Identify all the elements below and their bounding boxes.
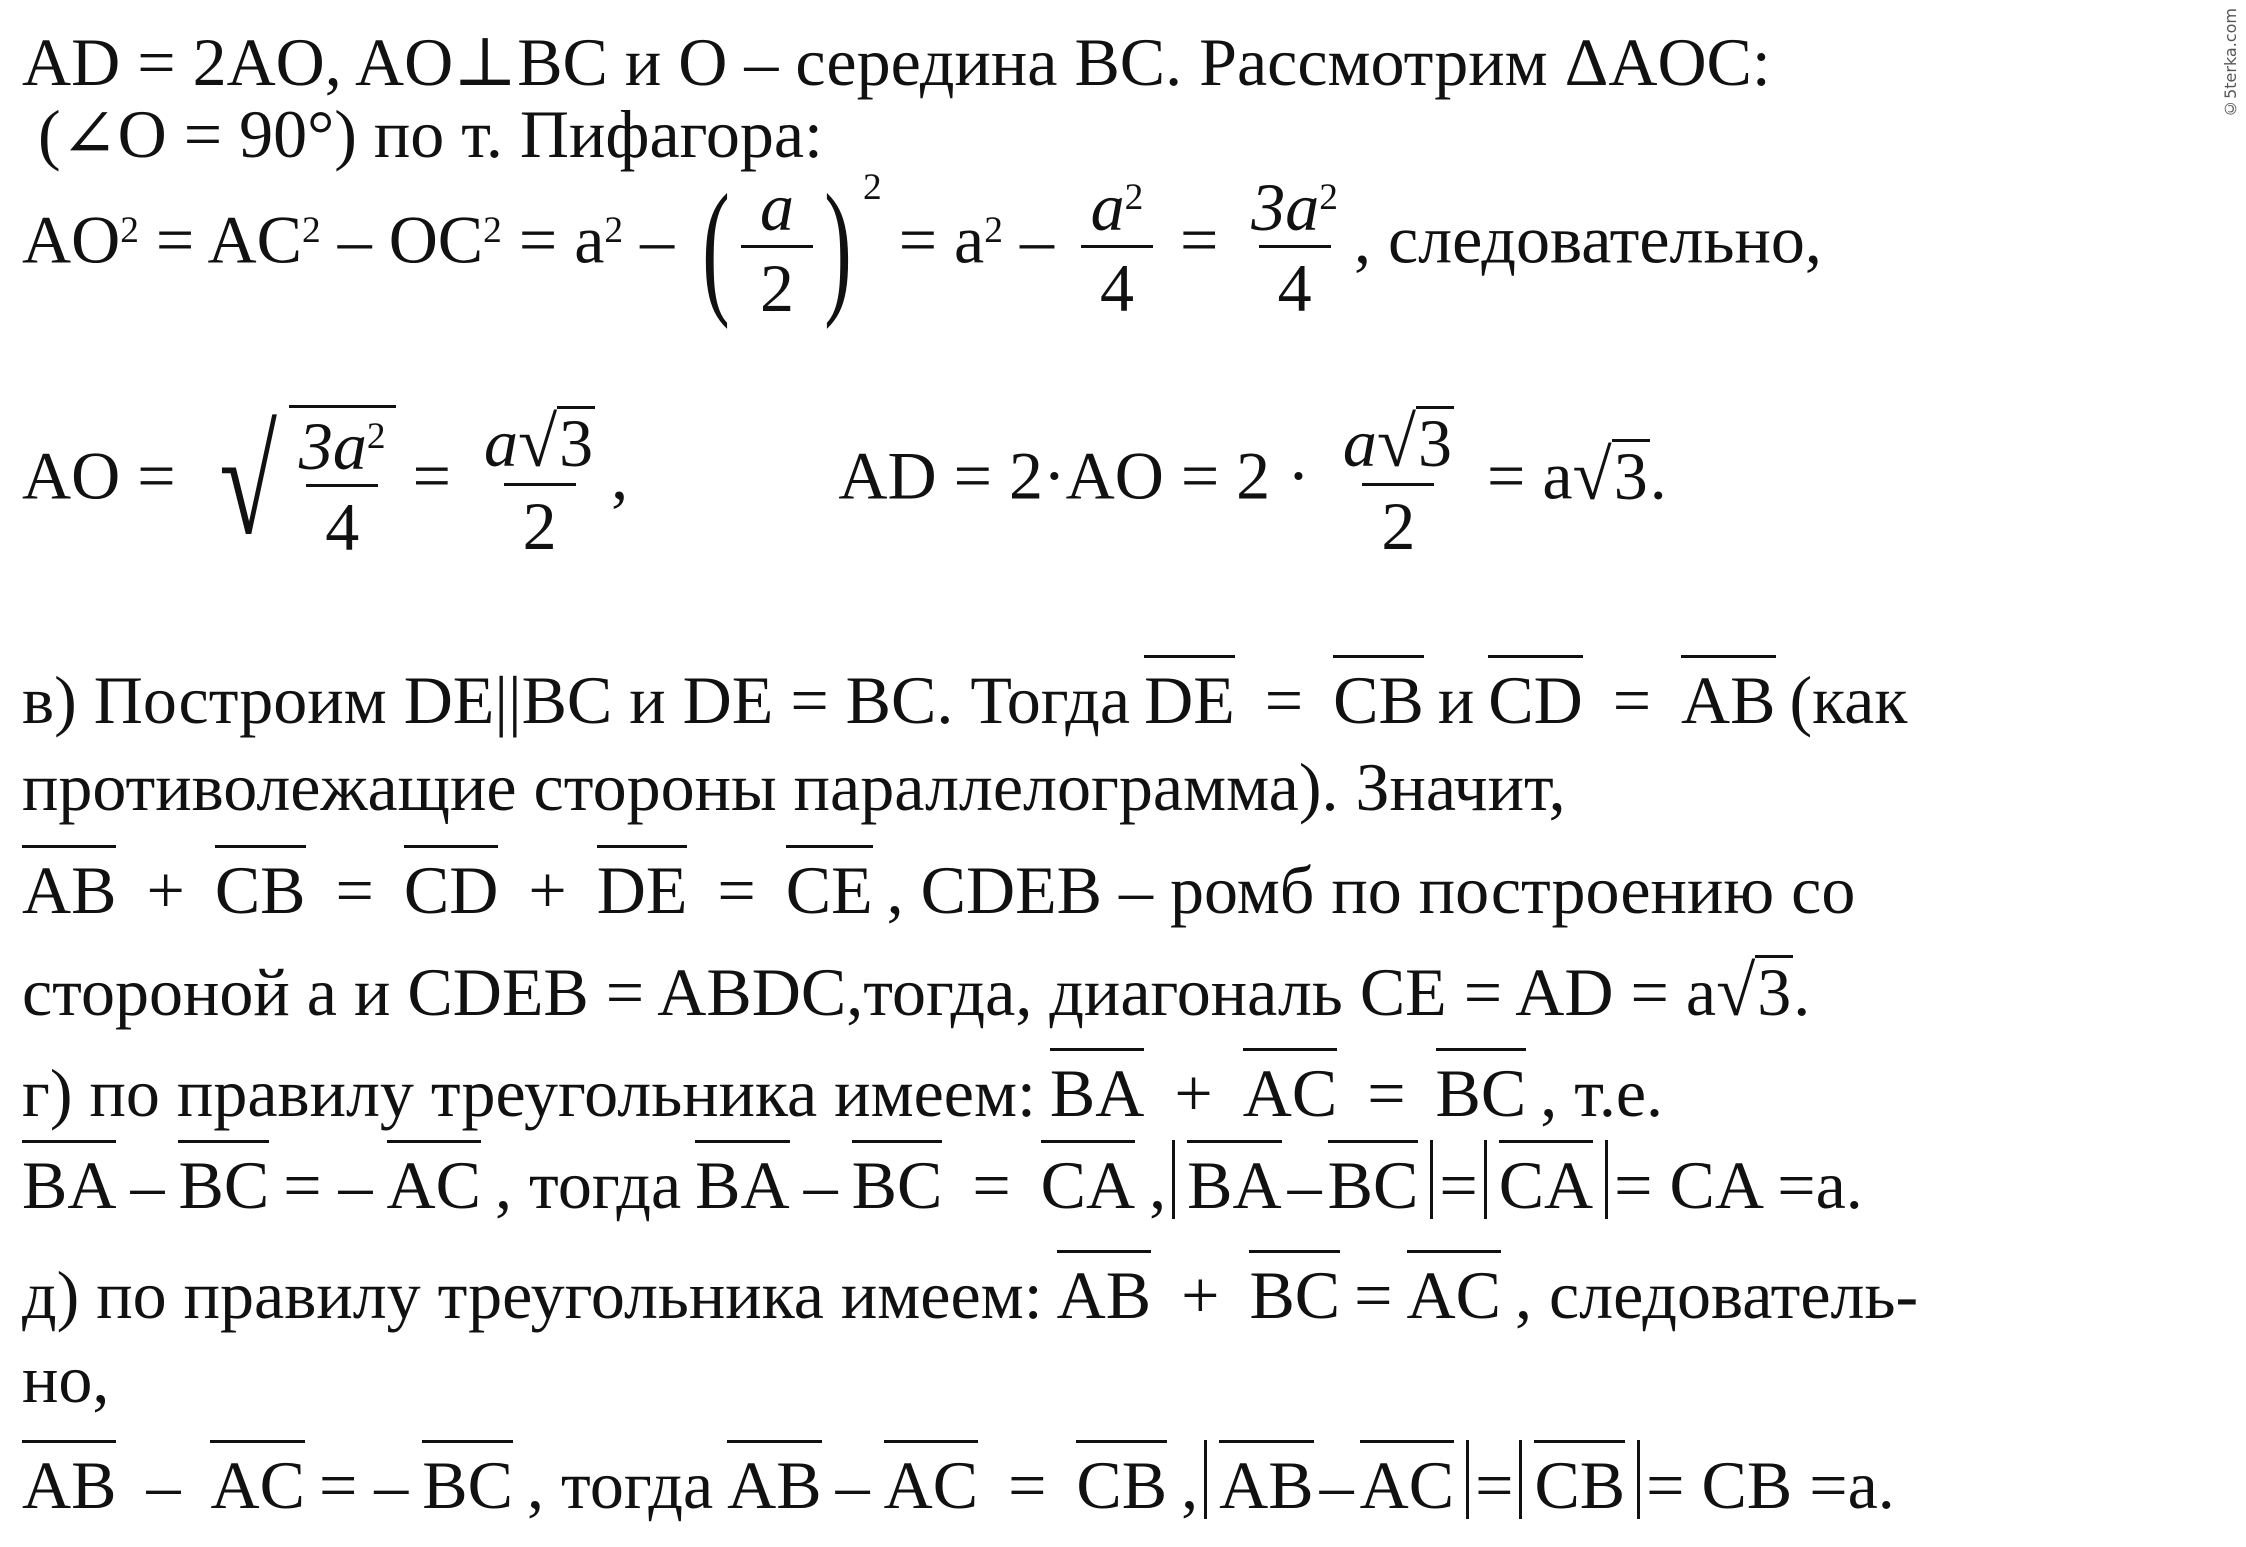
text: AO = (22, 437, 176, 514)
operator: = (972, 1147, 1011, 1223)
vector: AB (22, 845, 116, 924)
operator: – (130, 1147, 165, 1223)
exponent: 2 (301, 210, 321, 252)
text: , тогда (495, 1147, 682, 1223)
vector: AB (1219, 1440, 1313, 1519)
operator: = (717, 852, 756, 928)
text: = a (501, 201, 605, 278)
text: . (1649, 437, 1667, 514)
operator: + (1181, 1257, 1220, 1333)
denominator: 4 (1081, 245, 1153, 322)
vector: CB (1076, 1440, 1167, 1519)
line-13 (22, 1440, 1895, 1523)
text: . (1793, 954, 1811, 1030)
vector: AB (1681, 655, 1775, 734)
numerator: $a^2$ (1090, 168, 1144, 245)
vector: BC (1249, 1250, 1340, 1329)
vector: CE (786, 845, 873, 924)
text: , следователь- (1514, 1257, 1919, 1333)
sqrt-3: √ 3 (1572, 435, 1648, 515)
fraction: a √ 3 2 (1342, 403, 1453, 564)
text: и (1437, 662, 1475, 738)
line-1: AD = 2AO, AO⊥BC и O – середина BC. Рассмотрим ΔAOC: (22, 24, 1771, 100)
vector: AB (22, 1440, 116, 1519)
text: , (611, 437, 629, 514)
line-6: противолежащие стороны параллелограмма). Значит, (22, 749, 1566, 825)
line-11 (22, 1250, 1919, 1333)
watermark: ©5terka.com (2221, 8, 2240, 118)
text: , CDEB – ромб по построению со (886, 852, 1856, 928)
vector: AC (210, 1440, 304, 1519)
denominator: 2 (741, 245, 813, 322)
vector: BC (852, 1140, 943, 1219)
radical-sign-icon: √ (218, 400, 277, 566)
vector: CB (1333, 655, 1424, 734)
numerator: a (760, 168, 795, 245)
operator: = (1439, 1147, 1478, 1223)
vector: BC (178, 1140, 269, 1219)
vector: CA (1041, 1140, 1135, 1219)
text: = (1162, 201, 1219, 278)
vector: AC (1243, 1048, 1337, 1127)
square-root (207, 400, 396, 566)
vector: DE (597, 845, 688, 924)
text: г) по правилу треугольника имеем: (22, 1055, 1036, 1131)
text: – OC (320, 201, 484, 278)
absolute-value (1484, 1140, 1608, 1223)
line-7 (22, 845, 1856, 928)
exponent: 2 (120, 210, 139, 252)
operator: = (1008, 1447, 1047, 1523)
operator: = (1475, 1447, 1514, 1523)
text: в) Построим DE||BC и DE = BC. Тогда (22, 662, 1131, 738)
text: , (1181, 1447, 1199, 1523)
line-8 (22, 952, 1811, 1031)
operator: = (1367, 1055, 1406, 1131)
fraction: a √ 3 2 (483, 403, 594, 564)
operator: – (835, 1447, 870, 1523)
text: = CB =a. (1646, 1447, 1895, 1523)
exponent: 2 (483, 210, 502, 252)
vector: AC (1360, 1440, 1454, 1519)
operator: – (146, 1447, 181, 1523)
absolute-value (1519, 1440, 1640, 1523)
vector: BA (1050, 1048, 1144, 1127)
absolute-value: AB–AC (1204, 1440, 1469, 1519)
text: = a (1470, 437, 1573, 514)
fraction (1245, 168, 1344, 326)
right-paren: ) (824, 164, 852, 330)
line-9 (22, 1048, 1664, 1131)
text: стороной a и CDEB = ABDC,тогда, диагональ CE = AD = a (22, 954, 1717, 1030)
vector: DE (1144, 655, 1235, 734)
text: , следовательно, (1354, 201, 1822, 278)
line-2: (∠O = 90°) по т. Пифагора: (38, 96, 823, 172)
vector: CB (1534, 1440, 1625, 1519)
operator: + (1174, 1055, 1213, 1131)
operator: + (528, 852, 567, 928)
line-5 (22, 655, 1908, 738)
exponent: 2 (984, 210, 1003, 252)
operator: = (335, 852, 374, 928)
vector: AB (727, 1440, 821, 1519)
text: , тогда (527, 1447, 714, 1523)
text: AO (22, 201, 121, 278)
vector: CD (404, 845, 498, 924)
line-12: но, (22, 1341, 110, 1417)
vector: BA (695, 1140, 789, 1219)
fraction: $\frac{3a^2}{4}$ (298, 408, 386, 565)
text: д) по правилу треугольника имеем: (22, 1257, 1043, 1333)
text: = a (898, 201, 985, 278)
sqrt-3: √ 3 (1716, 952, 1792, 1031)
operator: = (1264, 662, 1304, 738)
line-4-formula (22, 400, 1667, 566)
vector: AB (1057, 1250, 1151, 1329)
text: = CA =a. (1614, 1147, 1863, 1223)
operator: – (803, 1147, 838, 1223)
vector: BA (22, 1140, 116, 1219)
operator: = (1354, 1257, 1393, 1333)
fraction (741, 168, 813, 326)
line-10 (22, 1140, 1863, 1223)
vector: CA (1499, 1140, 1593, 1219)
vector: AC (387, 1140, 481, 1219)
vector: BC (1328, 1140, 1419, 1219)
vector: CD (1488, 655, 1582, 734)
vector: AC (884, 1440, 978, 1519)
text: (как (1789, 662, 1908, 738)
numerator: $3a^2$ (1251, 168, 1338, 245)
absolute-value: BA–BC (1172, 1140, 1433, 1219)
operator: = (1612, 662, 1652, 738)
text: , т.е. (1540, 1055, 1664, 1131)
vector: AC (1407, 1250, 1501, 1329)
operator: + (146, 852, 185, 928)
operator: = – (283, 1147, 373, 1223)
text: = (395, 437, 451, 514)
text: – (623, 201, 675, 278)
fraction (1081, 168, 1153, 326)
text: , (1149, 1147, 1167, 1223)
text: = AC (138, 201, 302, 278)
vector: CB (215, 845, 306, 924)
text: – (1002, 201, 1054, 278)
vector: BC (422, 1440, 513, 1519)
operator: = – (318, 1447, 409, 1523)
vector: BA (1187, 1140, 1281, 1219)
vector: BC (1436, 1048, 1527, 1127)
line-3-formula (22, 164, 1822, 330)
denominator: 4 (1259, 245, 1331, 322)
text: AD = 2·AO = 2 · (838, 437, 1310, 514)
exponent: 2 (604, 210, 624, 252)
exponent: 2 (863, 167, 882, 209)
left-paren: ( (702, 164, 730, 330)
